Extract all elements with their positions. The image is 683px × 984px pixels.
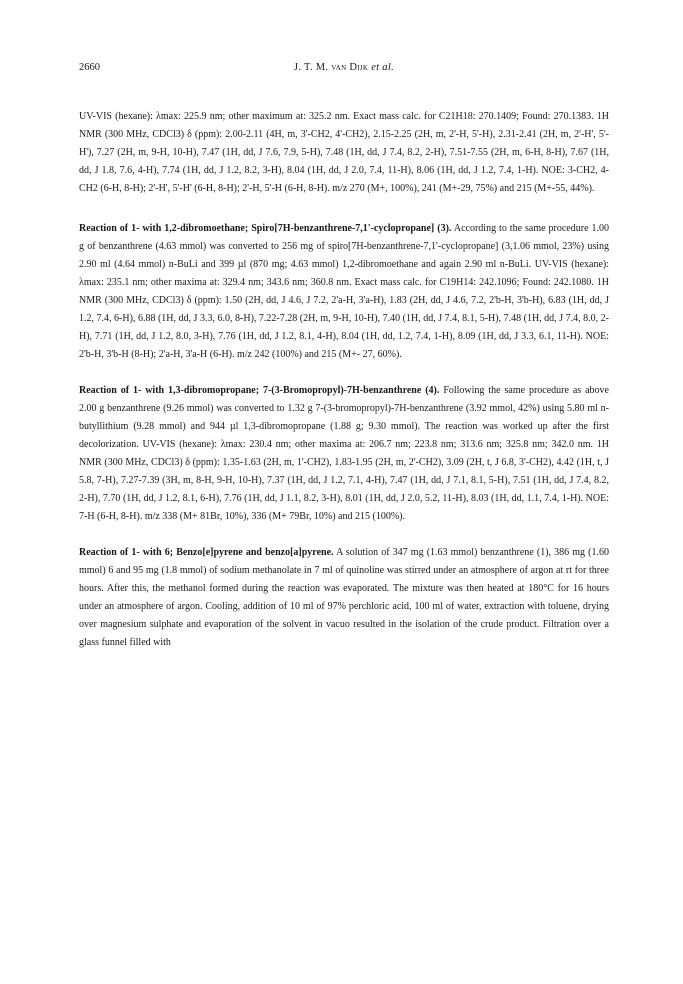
paragraph-text: According to the same procedure 1.00 g of benzanthrene (4.63 mmol) was converted to 256 mg of spiro[7H-benzanthrene-7,1'-cyclopropane] (3,1.06 mmol, 23%) using 2.90 ml (4.64 mmol) n-BuLi and 399 µl (870 mg; 4.63 mmol) 1,2-dibromoethane and again 2.90 ml n-BuLi. UV-VIS (hexane): λmax: 235.1 nm; other maxima at: 329.4 nm; 343.6 nm; 360.8 nm. Exact mass calc. for C19H14: 242.1096; Found: 242.1080. 1H NMR (300 MHz, CDCl3) δ (ppm): 1.50 (2H, dd, J 4.6, J 7.2, 2'a-H, 3'a-H), 1.83 (2H, dd, J 4.6, 7.2, 2'b-H, 3'b-H), 6.83 (1H, dd, J 1.2, 7.4, 6-H), 6.88 (1H, dd, J 3.3, 6.0, 8-H), 7.22-7.28 (2H, m, 9-H, 10-H), 7.40 (1H, dd, J 7.4, 8.1, 5-H), 7.48 (1H, dd, J 7.4, 8.0, 2-H), 7.71 (1H, dd, J 1.2, 8.0, 3-H), 7.76 (1H, dd, J 1.2, 8.1, 4-H), 8.04 (1H, dd, 1.2, 7.4, 1-H), 8.09 (1H, dd, J 3.3, 6.1, 11-H). NOE: 2'b-H, 3'b-H (8-H); 2'a-H, 3'a-H (6-H). m/z 242 (100%) and 215 (M+- 27, 60%). xyxy=(79,223,609,360)
section-title: Reaction of 1- with 1,3-dibromopropane; 7-(3-Bromopropyl)-7H-benzanthrene (4). xyxy=(79,385,440,396)
paragraph-text: Following the same procedure as above 2.00 g benzanthrene (9.26 mmol) was converted to 1.32 g 7-(3-bromopropyl)-7H-benzanthrene (3.92 mmol, 42%) using 5.80 ml n-butyllithium (9.28 mmol) and 944 µl 1,3-dibromopropane (1.88 g; 9.30 mmol). The reaction was worked up after the first decolorization. UV-VIS (hexane): λmax: 230.4 nm; other maxima at: 206.7 nm; 223.8 nm; 313.6 nm; 325.8 nm; 342.0 nm. 1H NMR (300 MHz, CDCl3) δ (ppm): 1.35-1.63 (2H, m, 1'-CH2), 1.83-1.95 (2H, m, 2'-CH2), 3.09 (2H, t, J 6.8, 3'-CH2), 4.42 (1H, t, J 5.8, 7-H), 7.27-7.39 (3H, m, 8-H, 9-H, 10-H), 7.37 (1H, dd, J 1.2, 7.1, 4-H), 7.47 (1H, dd, J 7.1, 8.1, 5-H), 7.51 (1H, dd, J 7.4, 8.2, 2-H), 7.70 (1H, dd, J 1.2, 8.1, 6-H), 7.76 (1H, dd, J 1.1, 8.2, 3-H), 8.01 (1H, dd, J 2.0, 5.2, 11-H), 8.03 (1H, dd, 1.1, 7.4, 1-H). NOE: 7-H (6-H, 8-H). m/z 338 (M+ 81Br, 10%), 336 (M+ 79Br, 10%) and 215 (100%). xyxy=(79,385,609,522)
paragraph-reaction-dibromopropane xyxy=(79,382,609,526)
paragraph-reaction-dibromoethane xyxy=(79,220,609,364)
paragraph-uvvis-continued xyxy=(79,108,609,198)
paragraph-text: UV-VIS (hexane): λmax: 225.9 nm; other maximum at: 325.2 nm. Exact mass calc. for C21H18: 270.1409; Found: 270.1383. 1H NMR (300 MHz, CDCl3) δ (ppm): 2.00-2.11 (4H, m, 3'-CH2, 4'-CH2), 2.15-2.25 (2H, m, 2'-H, 5'-H), 2.31-2.41 (2H, m, 2'-H', 5'-H'), 7.27 (2H, m, 9-H, 10-H), 7.47 (1H, dd, J 7.6, 7.9, 5-H), 7.48 (1H, dd, J 7.4, 8.2, 2-H), 7.51-7.55 (2H, m, 6-H, 8-H), 7.67 (1H, dd, J 1.8, 7.6, 4-H), 7.74 (1H, dd, J 1.2, 8.2, 3-H), 8.04 (1H, dd, J 2.0, 7.4, 11-H), 8.06 (1H, dd, J 1.2, 7.4, 1-H). NOE: 3-CH2, 4-CH2 (6-H, 8-H); 2'-H', 5'-H' (6-H, 8-H); 2'-H, 5'-H (6-H, 8-H). m/z 270 (M+, 100%), 241 (M+-29, 75%) and 215 (M+-55, 44%). xyxy=(79,111,609,194)
section-title: Reaction of 1- with 6; Benzo[e]pyrene and benzo[a]pyrene. xyxy=(79,547,334,558)
running-head-suffix: et al. xyxy=(368,62,395,73)
page-number: 2660 xyxy=(79,62,100,73)
paragraph-text: A solution of 347 mg (1.63 mmol) benzanthrene (1), 386 mg (1.60 mmol) 6 and 95 mg (1.8 mmol) of sodium methanolate in 7 ml of quinoline was stirred under an atmosphere of argon at rt for three hours. After this, the methanol formed during the reaction was evaporated. The mixture was then heated at 180°C for 16 hours under an atmosphere of argon. Cooling, addition of 10 ml of 97% perchloric acid, 100 ml of water, extraction with toluene, drying over magnesium sulphate and evaporation of the solvent in vacuo resulted in the isolation of the crude product. Filtration over a glass funnel filled with xyxy=(79,547,610,648)
running-head xyxy=(79,62,609,73)
paragraph-reaction-compound-6 xyxy=(79,544,609,652)
running-head-author: van Dijk xyxy=(331,62,369,73)
article-body xyxy=(79,108,609,670)
running-head-initials: J. T. M. xyxy=(293,62,332,73)
page-header xyxy=(79,62,609,78)
section-title: Reaction of 1- with 1,2-dibromoethane; Spiro[7H-benzanthrene-7,1'-cyclopropane] (3). xyxy=(79,223,452,234)
